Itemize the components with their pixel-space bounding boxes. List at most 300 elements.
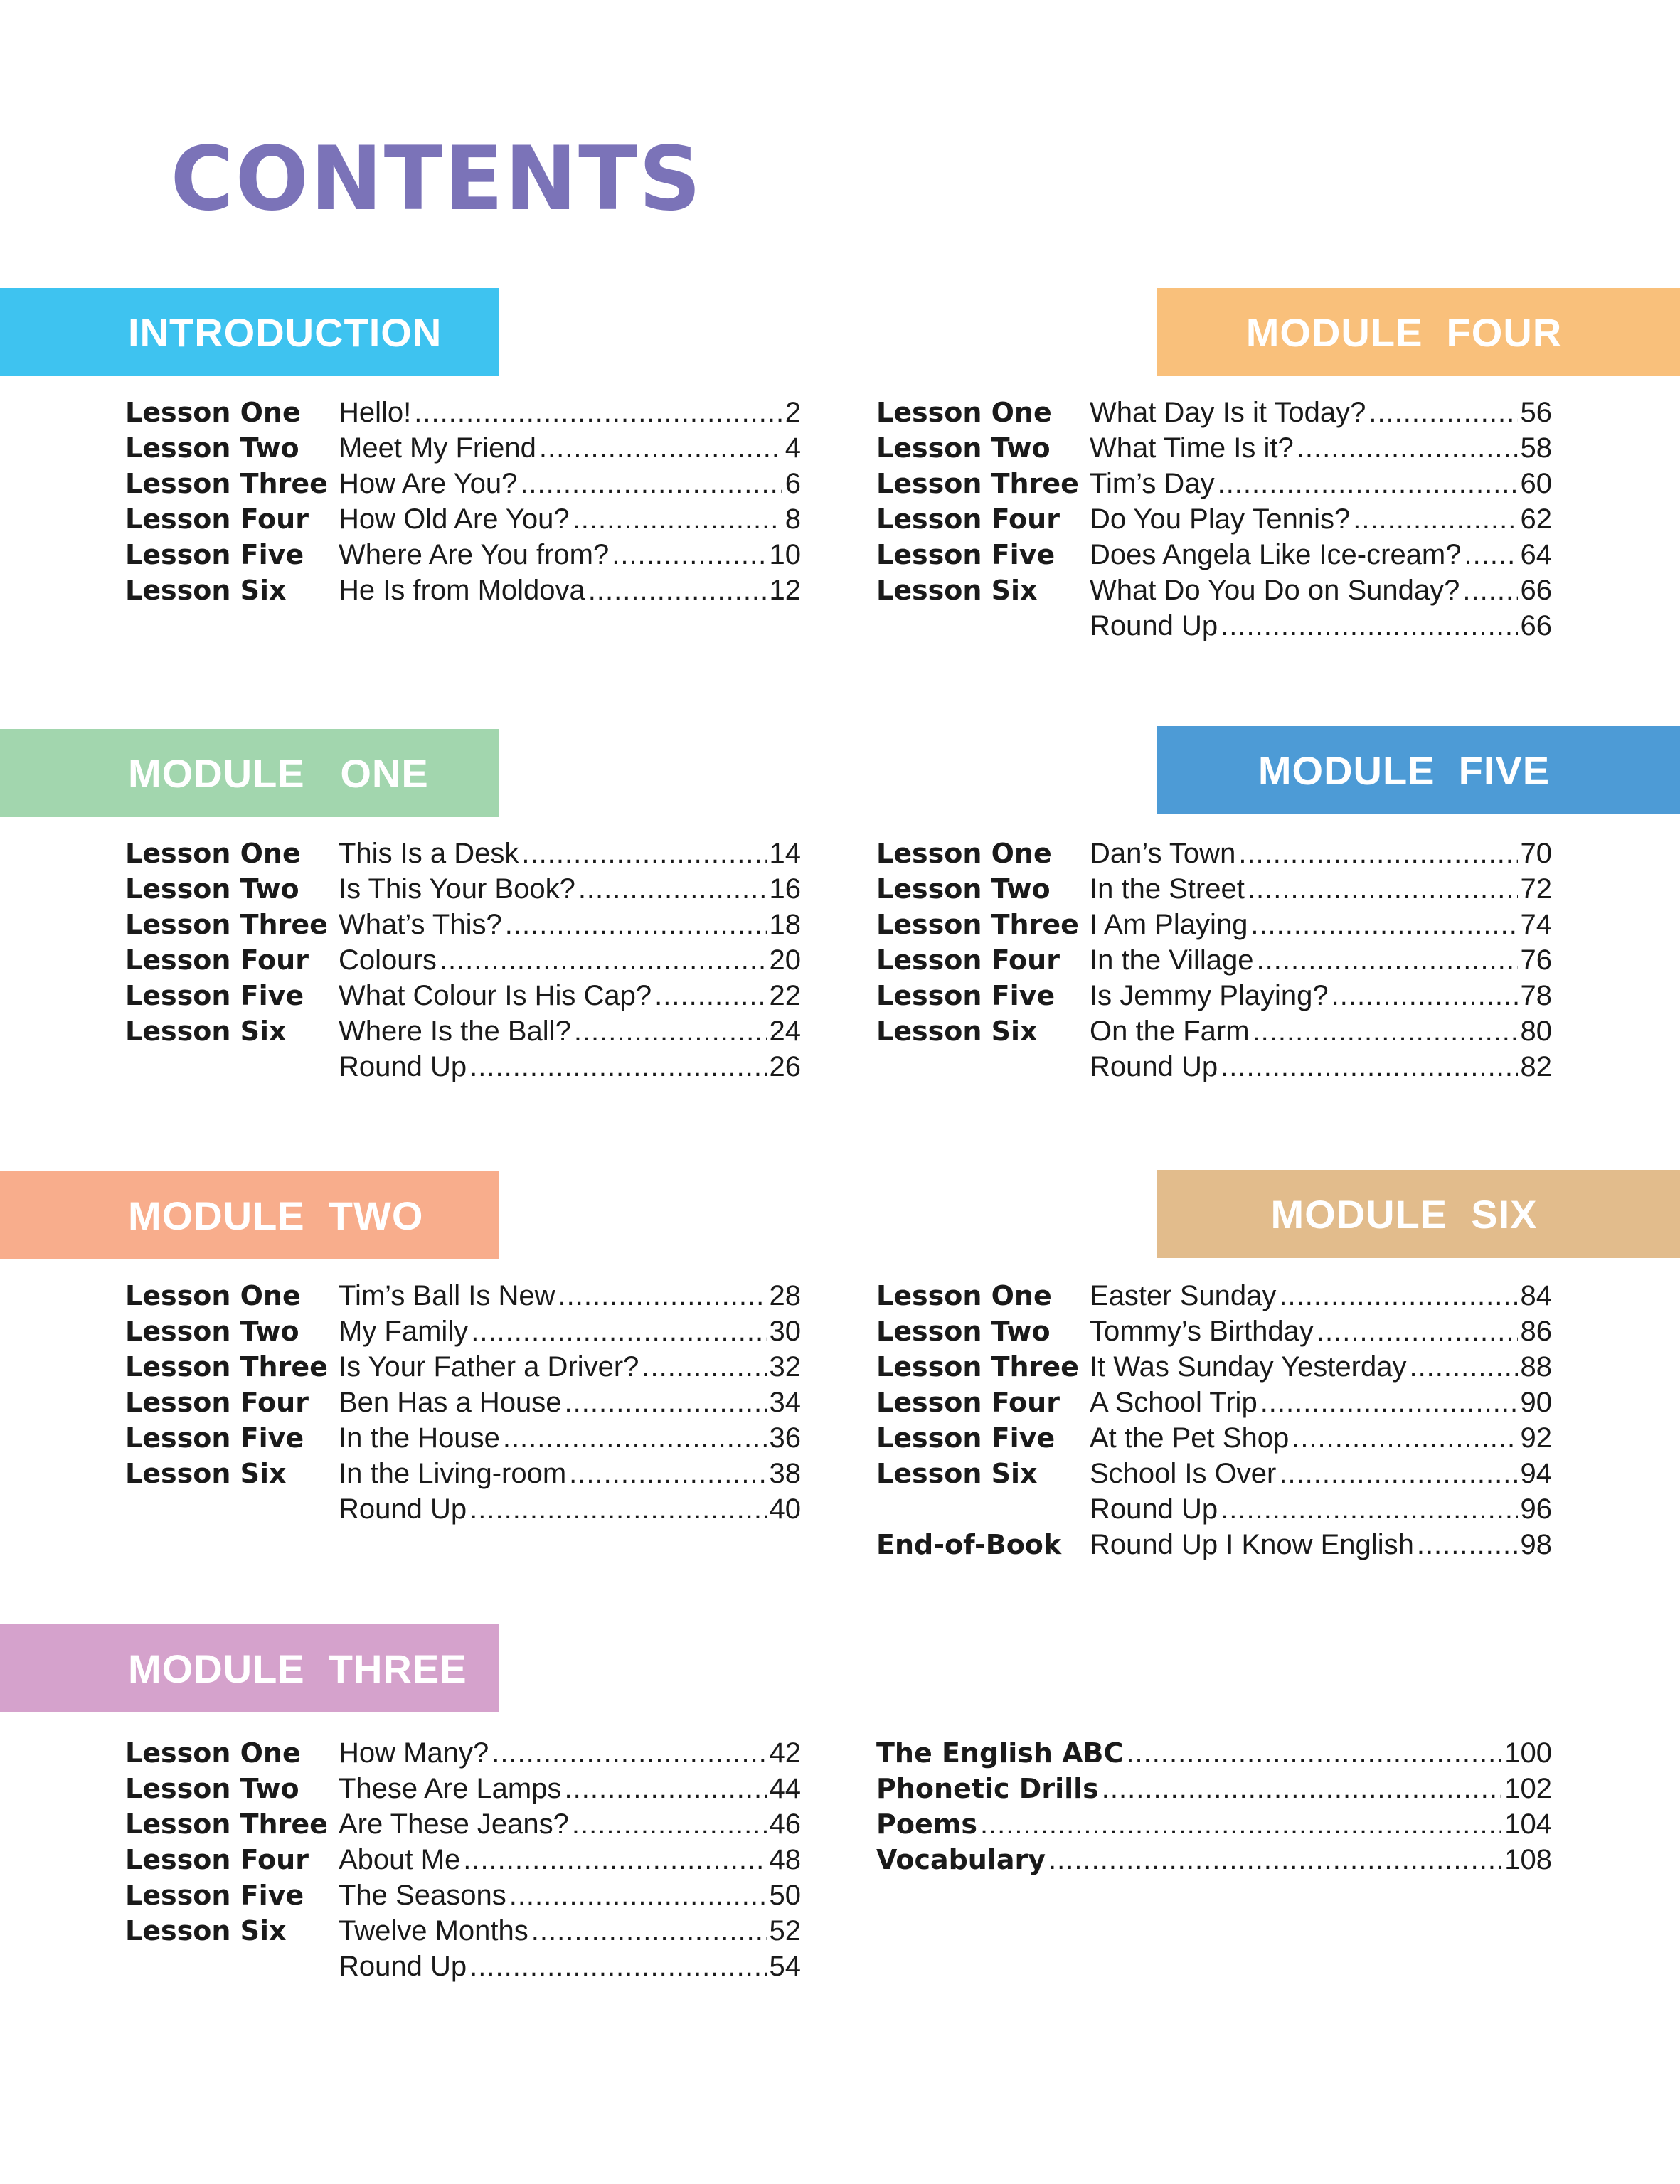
page-number: 16: [769, 873, 801, 905]
entry-title: Is Your Father a Driver?: [339, 1351, 639, 1383]
toc-row: [125, 1806, 801, 1842]
toc-entry: [1090, 1456, 1552, 1491]
page-number: 34: [769, 1387, 801, 1418]
toc-entry: [1090, 466, 1552, 501]
page-number: 24: [769, 1016, 801, 1047]
page-number: 104: [1504, 1809, 1552, 1840]
lesson-label: Lesson Five: [125, 539, 304, 570]
page-number: 72: [1520, 873, 1552, 905]
toc-row: [876, 1385, 1552, 1420]
page-number: 20: [769, 944, 801, 976]
entry-title: I Am Playing: [1090, 909, 1248, 940]
entry-title: Hello!: [339, 397, 412, 428]
toc-row: [876, 608, 1552, 644]
toc-row: [125, 978, 801, 1013]
toc-row: [876, 1349, 1552, 1385]
page-number: 108: [1504, 1844, 1552, 1875]
toc-entry: [339, 395, 801, 430]
toc-entry: [1090, 907, 1552, 942]
dot-leader: [440, 942, 767, 978]
appendix-row: [876, 1806, 1552, 1842]
toc-entry: [339, 942, 801, 978]
dot-leader: [1462, 572, 1517, 608]
page-number: 78: [1520, 980, 1552, 1011]
dot-leader: [1260, 1385, 1518, 1420]
dot-leader: [1353, 501, 1517, 537]
page-number: 6: [785, 468, 801, 499]
entry-title: Tim’s Ball Is New: [339, 1280, 555, 1311]
lesson-label: Lesson Two: [125, 1316, 299, 1347]
page-number: 12: [769, 575, 801, 606]
dot-leader: [469, 1491, 766, 1527]
toc-row: [125, 572, 801, 608]
toc-entry: [1090, 395, 1552, 430]
lesson-label: Lesson Five: [876, 539, 1056, 570]
entry-title: It Was Sunday Yesterday: [1090, 1351, 1407, 1383]
entry-title: On the Farm: [1090, 1016, 1250, 1047]
page-number: 22: [769, 980, 801, 1011]
lesson-label: Lesson Three: [125, 909, 328, 940]
dot-leader: [463, 1842, 766, 1877]
entry-title: My Family: [339, 1316, 469, 1347]
page-number: 88: [1520, 1351, 1552, 1383]
toc-entry: [339, 1913, 801, 1949]
toc-entry: [339, 1278, 801, 1314]
page-number: 76: [1520, 944, 1552, 976]
toc-entry: [339, 501, 801, 537]
page-number: 84: [1520, 1280, 1552, 1311]
dot-leader: [521, 836, 766, 871]
entry-title: Round Up I Know English: [1090, 1529, 1414, 1560]
toc-row: [876, 1013, 1552, 1049]
dot-leader: [558, 1278, 767, 1314]
page-number: 98: [1520, 1529, 1552, 1560]
page-number: 26: [769, 1051, 801, 1082]
toc-entry: [1090, 1491, 1552, 1527]
lesson-label: Lesson One: [125, 1280, 301, 1311]
toc-rows: [125, 395, 801, 608]
entry-title: About Me: [339, 1844, 461, 1875]
dot-leader: [565, 1771, 767, 1806]
page-number: 44: [769, 1773, 801, 1804]
toc-row: [876, 1420, 1552, 1456]
dot-leader: [1417, 1527, 1518, 1562]
entry-title: What Colour Is His Cap?: [339, 980, 652, 1011]
lesson-label: Lesson Four: [876, 1387, 1060, 1418]
dot-leader: [1292, 1420, 1517, 1456]
toc-row: [876, 1278, 1552, 1314]
page-number: 66: [1520, 610, 1552, 641]
entry-title: This Is a Desk: [339, 838, 519, 869]
dot-leader: [980, 1806, 1501, 1842]
lesson-label: Lesson Three: [125, 1351, 328, 1383]
toc-row: [125, 1385, 801, 1420]
toc-row: [876, 978, 1552, 1013]
dot-leader: [654, 978, 766, 1013]
toc-row: [125, 1349, 801, 1385]
appendix-row: [876, 1735, 1552, 1771]
toc-row: [876, 395, 1552, 430]
dot-leader: [573, 501, 782, 537]
toc-entry: [339, 978, 801, 1013]
entry-title: In the Street: [1090, 873, 1245, 905]
page-number: 100: [1504, 1737, 1552, 1769]
lesson-label: Lesson Two: [125, 1773, 299, 1804]
toc-rows: [125, 1735, 801, 1984]
toc-entry: [339, 466, 801, 501]
toc-entry: [1090, 836, 1552, 871]
page-number: 54: [769, 1951, 801, 1982]
lesson-label: Lesson Two: [876, 873, 1051, 905]
page-number: 30: [769, 1316, 801, 1347]
entry-title: Where Is the Ball?: [339, 1016, 571, 1047]
toc-entry: [1090, 1049, 1552, 1085]
entry-title: Phonetic Drills: [876, 1773, 1099, 1804]
toc-row: [876, 1527, 1552, 1562]
section-banner: MODULE ONE: [0, 729, 499, 817]
dot-leader: [578, 871, 767, 907]
toc-row: [125, 1420, 801, 1456]
entry-title: How Old Are You?: [339, 504, 570, 535]
entry-title: What Do You Do on Sunday?: [1090, 575, 1460, 606]
dot-leader: [469, 1049, 766, 1085]
toc-entry: [1090, 1013, 1552, 1049]
toc-entry: [876, 1842, 1552, 1877]
lesson-label: Lesson Three: [876, 1351, 1079, 1383]
toc-entry: [1090, 537, 1552, 572]
entry-title: Where Are You from?: [339, 539, 610, 570]
lesson-label: Lesson Five: [125, 1880, 304, 1911]
section-banner: INTRODUCTION: [0, 288, 499, 376]
toc-rows: [876, 836, 1552, 1085]
page-number: 102: [1504, 1773, 1552, 1804]
entry-title: How Many?: [339, 1737, 489, 1769]
entry-title: What’s This?: [339, 909, 502, 940]
toc-entry: [339, 871, 801, 907]
page-number: 14: [769, 838, 801, 869]
toc-row: [876, 836, 1552, 871]
page-number: 92: [1520, 1422, 1552, 1454]
toc-rows: [125, 836, 801, 1085]
page-number: 80: [1520, 1016, 1552, 1047]
entry-title: These Are Lamps: [339, 1773, 562, 1804]
lesson-label: Lesson Three: [876, 909, 1079, 940]
toc-entry: [876, 1771, 1552, 1806]
page-number: 4: [785, 432, 801, 464]
dot-leader: [588, 572, 767, 608]
dot-leader: [1221, 1491, 1517, 1527]
toc-row: [125, 1278, 801, 1314]
toc-row: [876, 430, 1552, 466]
toc-entry: [1090, 978, 1552, 1013]
lesson-label: Lesson Five: [125, 1422, 304, 1454]
toc-row: [125, 1842, 801, 1877]
toc-row: [125, 942, 801, 978]
page-number: 64: [1520, 539, 1552, 570]
toc-entry: [339, 430, 801, 466]
section-banner: MODULE SIX: [1157, 1170, 1680, 1258]
dot-leader: [1250, 907, 1517, 942]
lesson-label: Lesson Four: [876, 944, 1060, 976]
lesson-label: Lesson Two: [876, 1316, 1051, 1347]
lesson-label: Lesson Four: [125, 1387, 309, 1418]
entry-title: Poems: [876, 1809, 977, 1840]
entry-title: In the Living-room: [339, 1458, 567, 1489]
toc-row: [125, 1913, 801, 1949]
dot-leader: [1253, 1013, 1518, 1049]
toc-entry: [339, 1349, 801, 1385]
lesson-label: Lesson One: [125, 1737, 301, 1769]
lesson-label: Lesson Five: [876, 980, 1056, 1011]
entry-title: In the Village: [1090, 944, 1254, 976]
toc-row: [125, 537, 801, 572]
toc-entry: [339, 1314, 801, 1349]
dot-leader: [503, 1420, 767, 1456]
entry-title: Round Up: [1090, 1493, 1218, 1525]
toc-entry: [1090, 1314, 1552, 1349]
lesson-label: Lesson Two: [125, 873, 299, 905]
toc-row: [125, 1456, 801, 1491]
entry-title: Vocabulary: [876, 1844, 1046, 1875]
dot-leader: [1221, 1049, 1517, 1085]
lesson-label: Lesson Four: [125, 944, 309, 976]
toc-entry: [339, 1385, 801, 1420]
toc-entry: [1090, 1349, 1552, 1385]
entry-title: Tim’s Day: [1090, 468, 1215, 499]
entry-title: At the Pet Shop: [1090, 1422, 1290, 1454]
entry-title: What Day Is it Today?: [1090, 397, 1366, 428]
page-title: CONTENTS: [170, 128, 703, 230]
toc-entry: [339, 1491, 801, 1527]
dot-leader: [572, 1806, 767, 1842]
dot-leader: [414, 395, 782, 430]
page-number: 70: [1520, 838, 1552, 869]
lesson-label: Lesson Four: [125, 504, 309, 535]
toc-entry: [339, 1806, 801, 1842]
page-number: 28: [769, 1280, 801, 1311]
dot-leader: [1218, 466, 1518, 501]
page-number: 50: [769, 1880, 801, 1911]
dot-leader: [569, 1456, 766, 1491]
toc-row: [125, 430, 801, 466]
entry-title: In the House: [339, 1422, 500, 1454]
page-number: 62: [1520, 504, 1552, 535]
toc-row: [876, 501, 1552, 537]
lesson-label: Lesson Three: [876, 468, 1079, 499]
toc-rows: [876, 395, 1552, 644]
entry-title: Colours: [339, 944, 437, 976]
page-number: 94: [1520, 1458, 1552, 1489]
toc-entry: [339, 1013, 801, 1049]
toc-entry: [1090, 501, 1552, 537]
toc-entry: [1090, 942, 1552, 978]
dot-leader: [1297, 430, 1518, 466]
page-number: 46: [769, 1809, 801, 1840]
toc-row: [125, 1314, 801, 1349]
dot-leader: [1279, 1456, 1517, 1491]
toc-row: [876, 907, 1552, 942]
dot-leader: [531, 1913, 767, 1949]
lesson-label: Lesson One: [876, 838, 1052, 869]
dot-leader: [520, 466, 782, 501]
toc-entry: [339, 1049, 801, 1085]
dot-leader: [1248, 871, 1518, 907]
entry-title: Round Up: [1090, 1051, 1218, 1082]
dot-leader: [1102, 1771, 1501, 1806]
toc-row: [876, 572, 1552, 608]
toc-entry: [1090, 871, 1552, 907]
lesson-label: End-of-Book: [876, 1529, 1062, 1560]
toc-entry: [876, 1735, 1552, 1771]
entry-title: Dan’s Town: [1090, 838, 1236, 869]
toc-row: [876, 1456, 1552, 1491]
page-number: 38: [769, 1458, 801, 1489]
dot-leader: [1279, 1278, 1517, 1314]
lesson-label: Lesson Six: [125, 1458, 287, 1489]
toc-row: [876, 942, 1552, 978]
dot-leader: [505, 907, 767, 942]
toc-row: [876, 1314, 1552, 1349]
entry-title: Is This Your Book?: [339, 873, 575, 905]
toc-entry: [1090, 430, 1552, 466]
dot-leader: [1409, 1349, 1517, 1385]
toc-row: [876, 1491, 1552, 1527]
entry-title: School Is Over: [1090, 1458, 1277, 1489]
toc-row: [125, 1771, 801, 1806]
dot-leader: [539, 430, 782, 466]
toc-entry: [339, 836, 801, 871]
lesson-label: Lesson Six: [876, 1458, 1038, 1489]
page-number: 66: [1520, 575, 1552, 606]
lesson-label: Lesson Six: [125, 1915, 287, 1946]
entry-title: The English ABC: [876, 1737, 1124, 1769]
toc-row: [125, 1949, 801, 1984]
lesson-label: Lesson Three: [125, 1809, 328, 1840]
dot-leader: [1221, 608, 1517, 644]
page-number: 2: [785, 397, 801, 428]
toc-entry: [1090, 1420, 1552, 1456]
lesson-label: Lesson One: [125, 397, 301, 428]
dot-leader: [565, 1385, 767, 1420]
toc-row: [125, 501, 801, 537]
page-number: 40: [769, 1493, 801, 1525]
page-number: 86: [1520, 1316, 1552, 1347]
page-number: 42: [769, 1737, 801, 1769]
toc-row: [125, 466, 801, 501]
entry-title: He Is from Moldova: [339, 575, 585, 606]
section-banner: MODULE TWO: [0, 1171, 499, 1259]
page-number: 48: [769, 1844, 801, 1875]
section-banner: MODULE FIVE: [1157, 726, 1680, 814]
entry-title: What Time Is it?: [1090, 432, 1294, 464]
lesson-label: Lesson Six: [125, 575, 287, 606]
entry-title: Round Up: [339, 1493, 467, 1525]
lesson-label: Lesson Two: [125, 432, 299, 464]
dot-leader: [471, 1314, 766, 1349]
entry-title: Ben Has a House: [339, 1387, 562, 1418]
appendix-row: [876, 1771, 1552, 1806]
section-banner: MODULE FOUR: [1157, 288, 1680, 376]
dot-leader: [1126, 1735, 1501, 1771]
toc-rows: [125, 1278, 801, 1527]
toc-row: [125, 1735, 801, 1771]
toc-row: [876, 1049, 1552, 1085]
entry-title: Does Angela Like Ice-cream?: [1090, 539, 1462, 570]
entry-title: Round Up: [339, 1051, 467, 1082]
dot-leader: [1464, 537, 1518, 572]
toc-row: [876, 466, 1552, 501]
toc-row: [125, 1877, 801, 1913]
dot-leader: [1048, 1842, 1501, 1877]
toc-entry: [1090, 1278, 1552, 1314]
lesson-label: Lesson Three: [125, 468, 328, 499]
page-number: 8: [785, 504, 801, 535]
toc-row: [125, 1013, 801, 1049]
page-number: 58: [1520, 432, 1552, 464]
dot-leader: [1238, 836, 1517, 871]
dot-leader: [642, 1349, 766, 1385]
page-number: 10: [769, 539, 801, 570]
toc-row: [125, 1049, 801, 1085]
entry-title: Twelve Months: [339, 1915, 528, 1946]
entry-title: Tommy’s Birthday: [1090, 1316, 1314, 1347]
toc-row: [125, 907, 801, 942]
toc-entry: [339, 1735, 801, 1771]
page-number: 82: [1520, 1051, 1552, 1082]
lesson-label: Lesson Five: [876, 1422, 1056, 1454]
page-number: 96: [1520, 1493, 1552, 1525]
lesson-label: Lesson Four: [876, 504, 1060, 535]
dot-leader: [1331, 978, 1518, 1013]
entry-title: Round Up: [1090, 610, 1218, 641]
dot-leader: [1368, 395, 1517, 430]
toc-entry: [1090, 1385, 1552, 1420]
toc-entry: [1090, 572, 1552, 608]
page-number: 36: [769, 1422, 801, 1454]
toc-entry: [1090, 608, 1552, 644]
toc-rows: [876, 1278, 1552, 1562]
page-number: 18: [769, 909, 801, 940]
entry-title: A School Trip: [1090, 1387, 1258, 1418]
toc-entry: [339, 1877, 801, 1913]
toc-row: [125, 395, 801, 430]
toc-row: [876, 537, 1552, 572]
lesson-label: Lesson Six: [125, 1016, 287, 1047]
dot-leader: [1317, 1314, 1518, 1349]
dot-leader: [1257, 942, 1518, 978]
toc-entry: [1090, 1527, 1552, 1562]
entry-title: Do You Play Tennis?: [1090, 504, 1351, 535]
lesson-label: Lesson Six: [876, 1016, 1038, 1047]
dot-leader: [491, 1735, 766, 1771]
page-number: 52: [769, 1915, 801, 1946]
entry-title: How Are You?: [339, 468, 518, 499]
appendix-list: [876, 1735, 1552, 1877]
page-number: 60: [1520, 468, 1552, 499]
entry-title: Round Up: [339, 1951, 467, 1982]
page-number: 32: [769, 1351, 801, 1383]
page-number: 74: [1520, 909, 1552, 940]
dot-leader: [509, 1877, 767, 1913]
entry-title: Easter Sunday: [1090, 1280, 1277, 1311]
lesson-label: Lesson One: [125, 838, 301, 869]
page-number: 90: [1520, 1387, 1552, 1418]
entry-title: The Seasons: [339, 1880, 506, 1911]
toc-entry: [876, 1806, 1552, 1842]
toc-row: [125, 836, 801, 871]
toc-row: [125, 871, 801, 907]
dot-leader: [574, 1013, 767, 1049]
